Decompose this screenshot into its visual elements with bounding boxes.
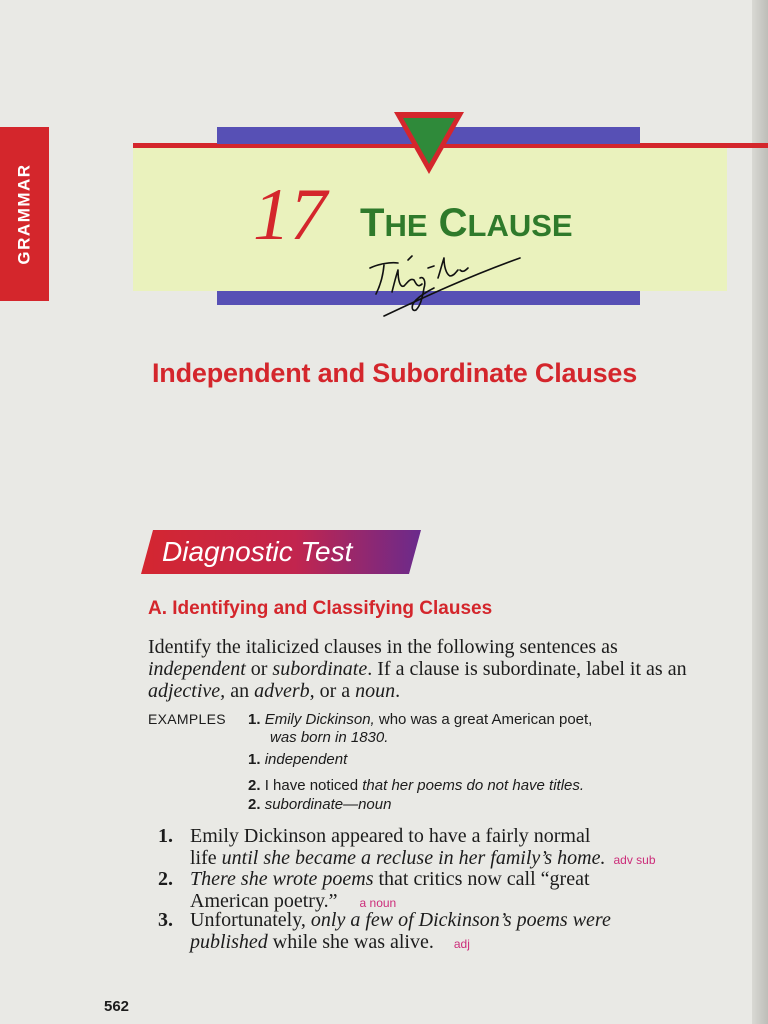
side-tab-label: GRAMMAR bbox=[14, 163, 34, 265]
example-2: 2. I have noticed that her poems do not have titles. bbox=[248, 777, 585, 794]
section-title: Independent and Subordinate Clauses bbox=[152, 358, 638, 388]
chapter-number: 17 bbox=[253, 174, 327, 256]
example-1-answer: 1. independent bbox=[248, 751, 348, 768]
example-2-answer: 2. subordinate—noun bbox=[248, 796, 392, 813]
part-a-heading: A. Identifying and Classifying Clauses bbox=[148, 598, 493, 619]
example-1: 1. Emily Dickinson, who was a great American poet, was born in 1830. bbox=[248, 711, 593, 746]
handwritten-note: adv sub bbox=[613, 853, 656, 867]
diagnostic-test-title: Diagnostic Test bbox=[162, 536, 353, 567]
handwritten-signature bbox=[364, 248, 524, 318]
handwritten-note: a noun bbox=[359, 896, 397, 910]
chapter-title: THE CLAUSE bbox=[360, 201, 573, 245]
question-1: 1. Emily Dickinson appeared to have a fairly normal life until she became a recluse in her family’s home. adv sub bbox=[158, 825, 656, 869]
page-edge-shadow bbox=[752, 0, 768, 1024]
page-number: 562 bbox=[104, 998, 130, 1015]
grammar-side-tab bbox=[0, 127, 49, 301]
examples-label: EXAMPLES bbox=[148, 711, 226, 727]
instructions-paragraph: Identify the italicized clauses in the following sentences as independent or subordinate. If a clause is subordinate, label it as an adjective, an adverb, or a noun. bbox=[148, 636, 687, 702]
green-triangle-icon bbox=[392, 110, 466, 176]
question-3: 3. Unfortunately, only a few of Dickinson’s poems were published while she was alive. adj bbox=[158, 909, 611, 953]
question-2: 2. There she wrote poems that critics now call “great American poetry.” a noun bbox=[158, 868, 590, 912]
handwritten-note: adj bbox=[453, 937, 470, 951]
